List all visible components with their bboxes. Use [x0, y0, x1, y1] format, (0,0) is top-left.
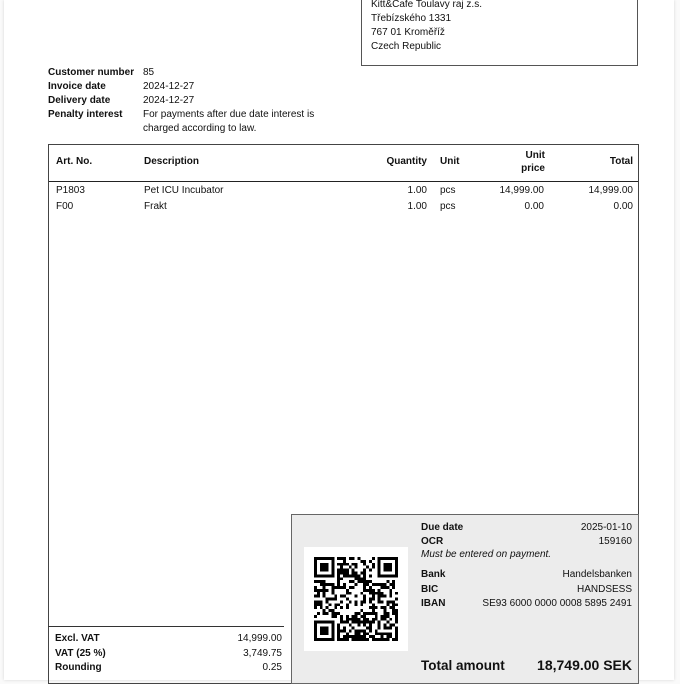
- ocr-note: Must be entered on payment.: [421, 549, 552, 560]
- vat-label: VAT (25 %): [55, 648, 106, 659]
- cell-quantity: 1.00: [407, 185, 427, 196]
- bic-label: BIC: [421, 584, 439, 595]
- penalty-interest-line1: For payments after due date interest is: [143, 109, 315, 120]
- customer-number-label: Customer number: [48, 67, 135, 78]
- cell-unit-price: 0.00: [524, 201, 544, 212]
- cell-art-no: F00: [56, 201, 74, 212]
- cell-unit-price: 14,999.00: [499, 185, 544, 196]
- cell-quantity: 1.00: [407, 201, 427, 212]
- cell-description: Frakt: [144, 201, 167, 212]
- recipient-street: Třebízského 1331: [371, 13, 452, 24]
- customer-number-value: 85: [143, 67, 155, 78]
- qr-code-icon: [314, 557, 398, 641]
- payment-qr-code: [304, 547, 408, 651]
- due-date-value: 2025-01-10: [580, 522, 632, 533]
- excl-vat-label: Excl. VAT: [55, 633, 100, 644]
- col-description: Description: [144, 156, 200, 167]
- iban-label: IBAN: [421, 598, 446, 609]
- recipient-city: 767 01 Kroměříž: [371, 27, 445, 38]
- col-total: Total: [609, 156, 633, 167]
- total-amount-value: 18,749.00 SEK: [537, 657, 632, 673]
- rounding-value: 0.25: [262, 662, 282, 673]
- bic-value: HANDSESS: [576, 584, 632, 595]
- total-amount-label: Total amount: [421, 658, 505, 673]
- penalty-interest-label: Penalty interest: [48, 109, 123, 120]
- iban-value: SE93 6000 0000 0008 5895 2491: [482, 598, 632, 609]
- penalty-interest-line2: charged according to law.: [143, 123, 257, 134]
- col-art-no: Art. No.: [56, 156, 93, 167]
- invoice-page: [4, 0, 674, 680]
- invoice-date-value: 2024-12-27: [143, 81, 195, 92]
- rounding-label: Rounding: [55, 662, 102, 673]
- cell-total: 14,999.00: [588, 185, 633, 196]
- bank-label: Bank: [421, 569, 446, 580]
- recipient-name: Kitt&Cafe Toulavy raj z.s.: [371, 0, 482, 10]
- col-unit-price-line2: price: [521, 163, 545, 174]
- recipient-address-box: [361, 0, 638, 66]
- invoice-date-label: Invoice date: [48, 81, 106, 92]
- excl-vat-value: 14,999.00: [237, 633, 282, 644]
- ocr-label: OCR: [421, 536, 444, 547]
- summary-divider: [48, 626, 284, 627]
- vat-value: 3,749.75: [243, 648, 282, 659]
- cell-unit: pcs: [440, 201, 456, 212]
- cell-unit: pcs: [440, 185, 456, 196]
- table-header: [49, 145, 638, 182]
- delivery-date-label: Delivery date: [48, 95, 111, 106]
- delivery-date-value: 2024-12-27: [143, 95, 195, 106]
- cell-art-no: P1803: [56, 185, 85, 196]
- recipient-country: Czech Republic: [371, 41, 442, 52]
- payment-box: [291, 514, 639, 684]
- cell-total: 0.00: [613, 201, 633, 212]
- due-date-label: Due date: [421, 522, 464, 533]
- col-quantity: Quantity: [386, 156, 427, 167]
- ocr-value: 159160: [598, 536, 632, 547]
- cell-description: Pet ICU Incubator: [144, 185, 224, 196]
- col-unit-price-line1: Unit: [525, 150, 545, 161]
- col-unit: Unit: [440, 156, 460, 167]
- bank-value: Handelsbanken: [562, 569, 632, 580]
